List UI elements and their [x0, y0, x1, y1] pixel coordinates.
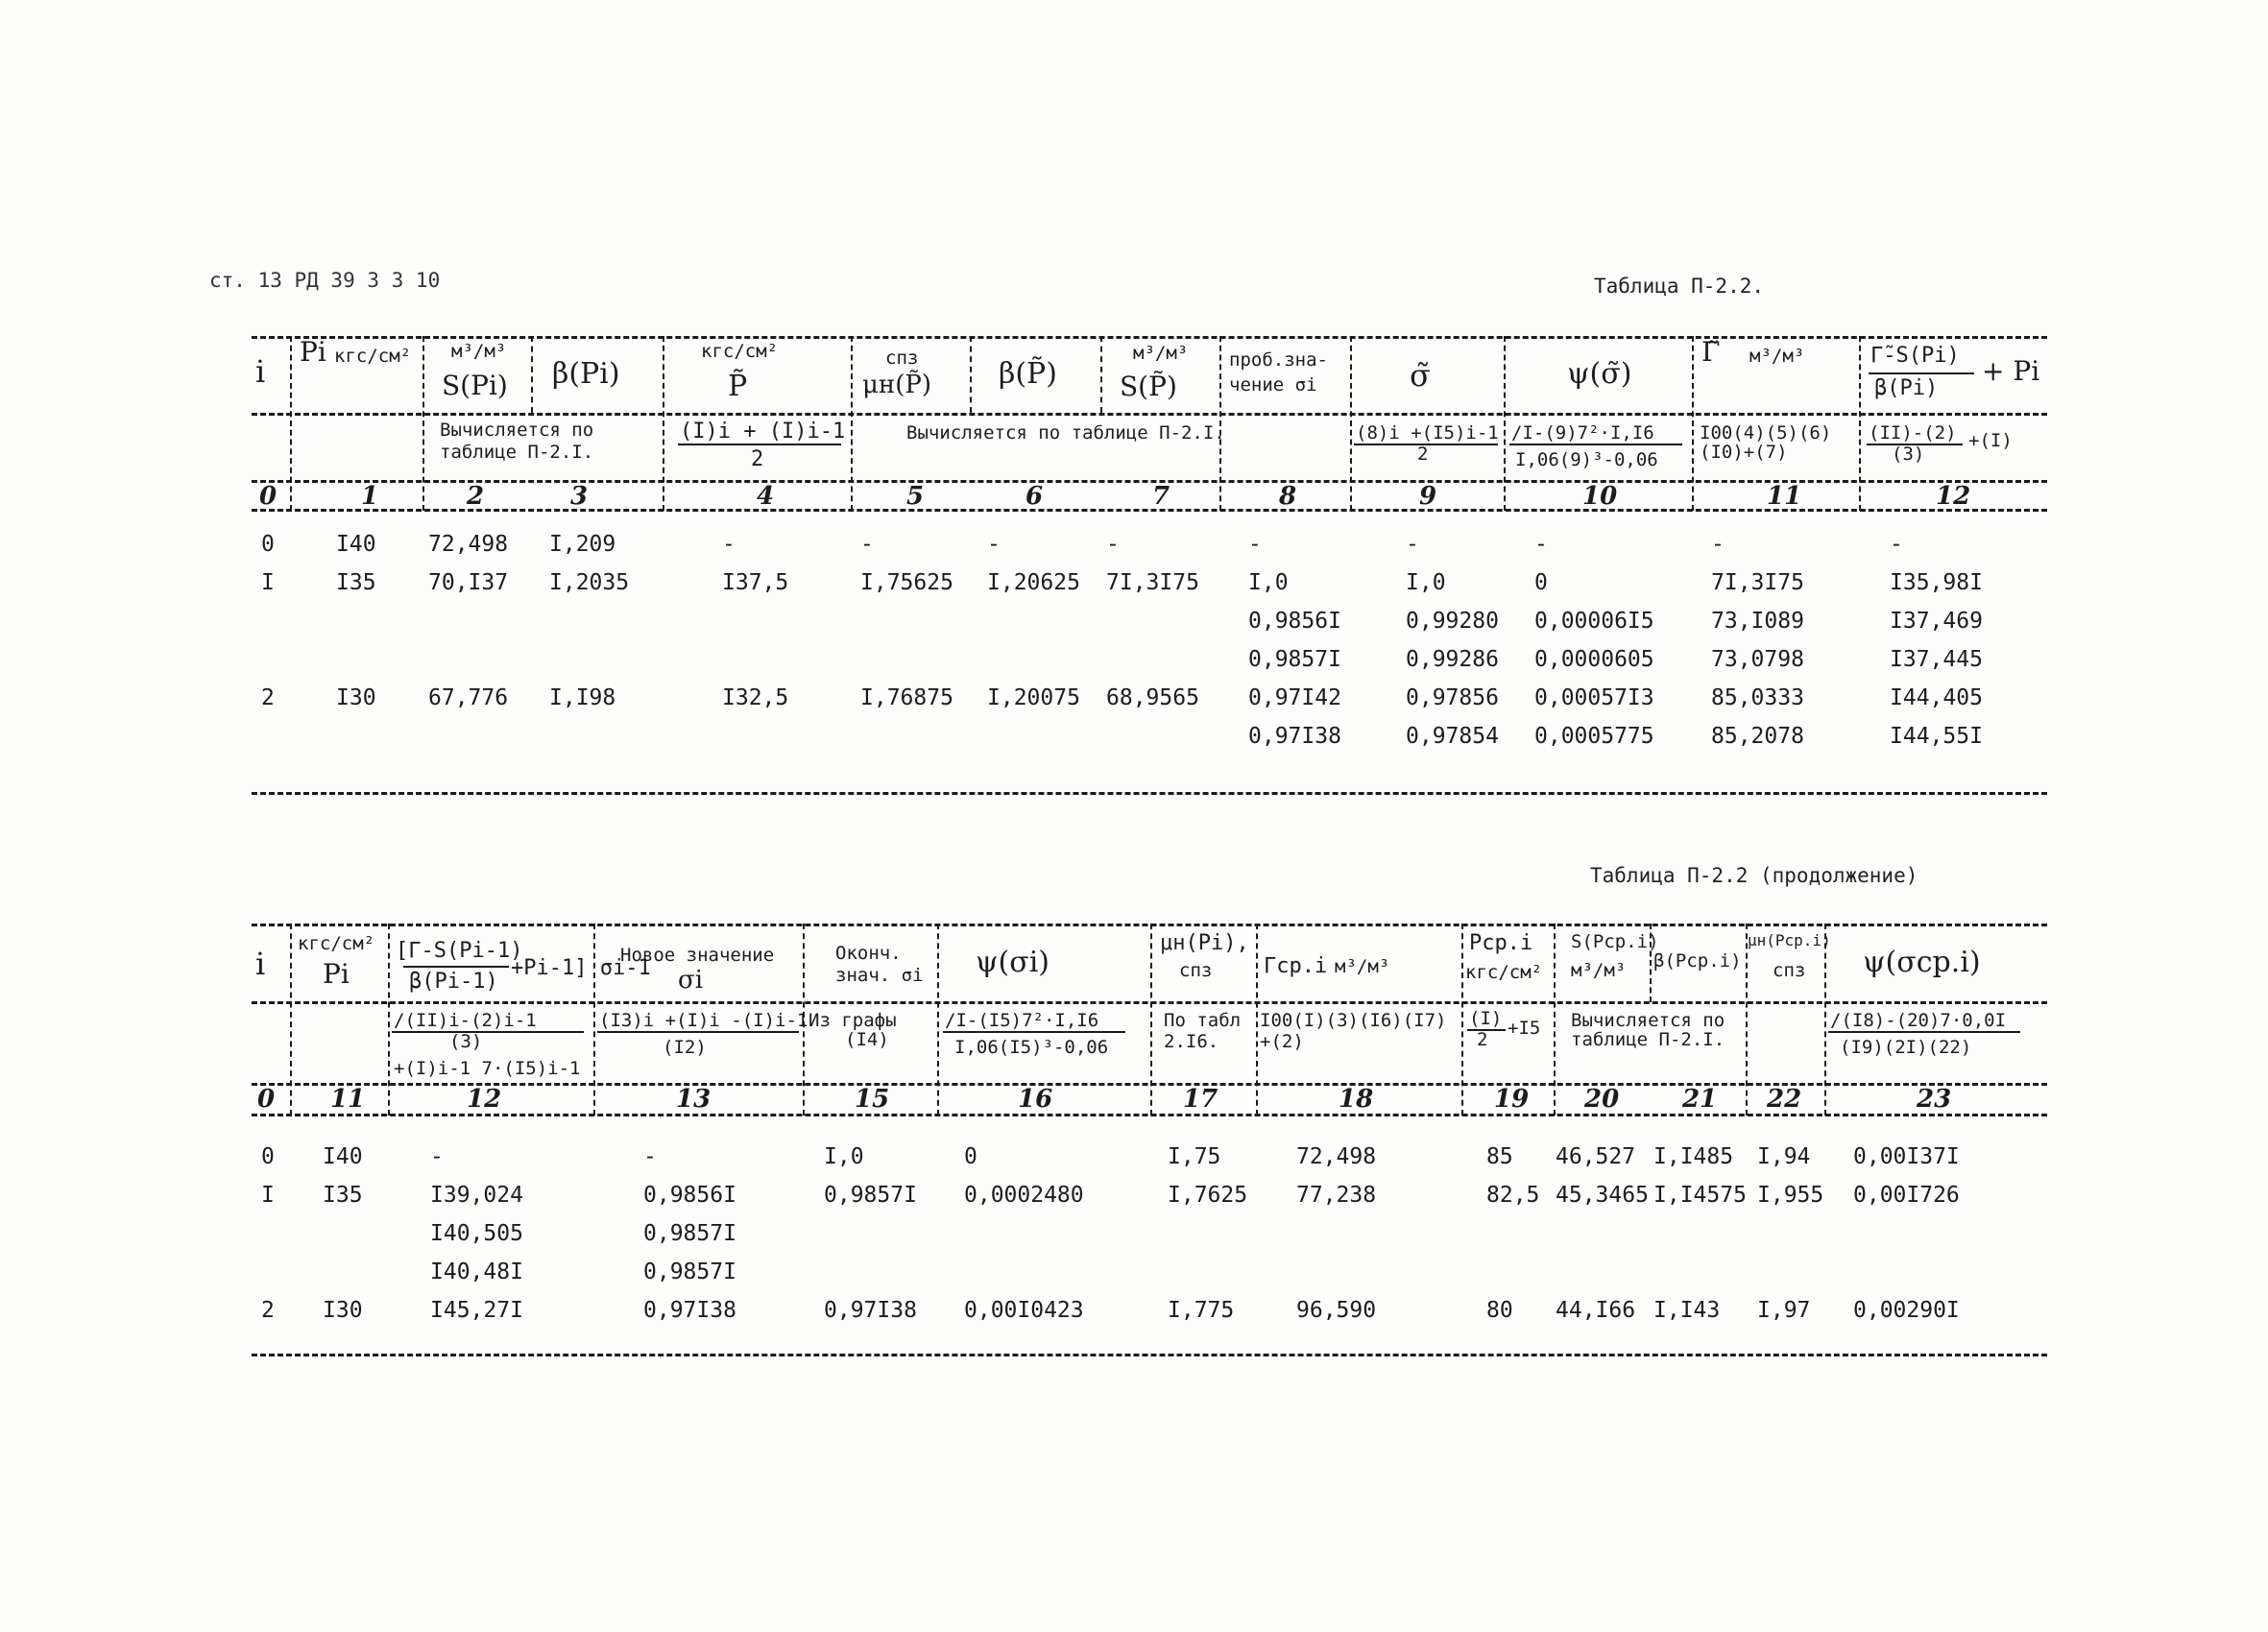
table-cell: 0,00057I3: [1534, 685, 1654, 710]
t2-head-i: i: [255, 946, 266, 982]
table-cell: 67,776: [428, 685, 509, 710]
t2-head-p-unit: кгс/см²: [298, 933, 375, 954]
table-cell: I,I98: [549, 685, 616, 710]
t1-formula-567: Вычисляется по таблице П-2.I.: [906, 422, 1225, 444]
table-cell: I: [261, 570, 275, 595]
t1-head-sptilde-symbol: S(P̃): [1120, 371, 1177, 402]
table-cell: 0,99286: [1406, 647, 1499, 672]
t1-formula-11-b: (I0)+(7): [1700, 442, 1788, 463]
t1-colnum: 1: [361, 482, 379, 511]
table-cell: 0,00I726: [1853, 1183, 1960, 1208]
t2-formula-14-num: (I3)i +(I)i -(I)i-1: [599, 1010, 808, 1031]
t1-colnum: 0: [259, 482, 277, 511]
t1-colnum: 11: [1767, 482, 1802, 511]
table-cell: I,76875: [860, 685, 953, 710]
t1-head-c12-tail: + Pi: [1982, 355, 2040, 387]
table-cell: 82,5: [1486, 1183, 1540, 1208]
t1-head-i: i: [255, 353, 266, 390]
table-cell: 0,97856: [1406, 685, 1499, 710]
table-cell: I,0: [824, 1144, 864, 1169]
t1-head-trial-b: чение σi: [1229, 374, 1317, 396]
t1-head-sptilde-unit: м³/м³: [1133, 343, 1189, 364]
table-cell: I30: [323, 1298, 363, 1323]
table-cell: I44,405: [1890, 685, 1983, 710]
table-cell: 77,238: [1296, 1183, 1377, 1208]
t1-head-mu-unit: спз: [885, 348, 919, 369]
t1-head-c12-num: Γ̃-S(Pi): [1870, 344, 1960, 368]
t2-formula-23-num: /(I8)-(20)7·0,0I: [1830, 1010, 2007, 1031]
t1-formula-10-den: I,06(9)³-0,06: [1515, 449, 1658, 470]
t2-formula-2021-b: таблице П-2.I.: [1571, 1029, 1725, 1050]
table-cell: 85: [1486, 1144, 1513, 1169]
table-cell: I,0: [1406, 570, 1446, 595]
t2-head-gamma-symbol: Γср.i: [1264, 954, 1328, 978]
t1-head-c12-den: β(Pi): [1874, 376, 1939, 400]
t2-head-p-symbol: Pi: [323, 958, 350, 990]
table-cell: 70,I37: [428, 570, 509, 595]
table-cell: 72,498: [1296, 1144, 1377, 1169]
t2-formula-14-den: (I2): [663, 1037, 707, 1058]
t1-colnum: 4: [757, 482, 775, 511]
table-cell: I,2035: [549, 570, 630, 595]
table-cell: I35,98I: [1890, 570, 1983, 595]
table-cell: 0,9857I: [643, 1260, 736, 1284]
table-cell: -: [430, 1144, 444, 1169]
t1-head-gamma-symbol: Γ̃: [1701, 336, 1721, 368]
t2-formula-18-a: I00(I)(3)(I6)(I7): [1260, 1010, 1447, 1031]
table1-top-rule: [252, 336, 2047, 339]
t2-colnum: 17: [1183, 1085, 1218, 1114]
t1-formula-9-num: (8)i +(I5)i-1: [1356, 422, 1499, 444]
table-cell: 0,0002480: [964, 1183, 1084, 1208]
t2-formula-17-a: По табл: [1164, 1010, 1242, 1031]
t1-formula-4-den: 2: [751, 447, 764, 471]
t1-colnum: 9: [1419, 482, 1437, 511]
table-cell: 0,97854: [1406, 724, 1499, 749]
t1-formula-4-num: (I)i + (I)i-1: [680, 420, 846, 444]
table-cell: I40: [323, 1144, 363, 1169]
t1-formula-23-a: Вычисляется по: [440, 420, 594, 441]
table1-bottom-rule: [252, 792, 2047, 795]
t2-head-psi-sigma-cp: ψ(σср.i): [1863, 946, 1981, 979]
t2-colnum: 19: [1494, 1085, 1530, 1114]
table-cell: 0,97I38: [824, 1298, 917, 1323]
table-cell: 96,590: [1296, 1298, 1377, 1323]
table-cell: I,955: [1757, 1183, 1824, 1208]
t2-head-mu-unit: спз: [1179, 960, 1213, 981]
t1-head-beta-ptilde-symbol: β(P̃): [999, 357, 1057, 391]
table2-caption: Таблица П-2.2 (продолжение): [1590, 864, 1918, 887]
t2-head-c12-tail: +Pi-1] σi-1: [511, 956, 651, 980]
t2-head-betacp-symbol: β(Pср.i): [1653, 950, 1742, 972]
t2-colnum: 12: [467, 1085, 502, 1114]
t1-colnum: 8: [1279, 482, 1297, 511]
t2-head-scp-unit: м³/м³: [1571, 960, 1627, 981]
t2-head-c12-den: β(Pi-1): [409, 970, 498, 994]
table-cell: -: [722, 532, 736, 557]
table-cell: I44,55I: [1890, 724, 1983, 749]
t1-formula-23-b: таблице П-2.I.: [440, 442, 594, 463]
t2-formula-17-b: 2.I6.: [1164, 1031, 1219, 1052]
t1-colnum: 3: [570, 482, 589, 511]
t2-head-final-a: Оконч.: [835, 943, 902, 964]
t2-formula-13-tail: +(I)i-1 7·(I5)i-1: [394, 1058, 581, 1079]
table-cell: 0: [261, 1144, 275, 1169]
t2-head-mucp-symbol: μн(Pср.i): [1748, 931, 1831, 949]
t2-formula-15-a: Из графы: [808, 1010, 897, 1031]
t2-head-new-value: Новое значение: [620, 945, 775, 966]
table-cell: -: [1890, 532, 1903, 557]
table1-caption: Таблица П-2.2.: [1594, 275, 1765, 298]
table-cell: I: [261, 1183, 275, 1208]
t2-colnum: 0: [257, 1085, 276, 1114]
table-cell: -: [1534, 532, 1548, 557]
table-cell: I,I43: [1653, 1298, 1721, 1323]
t2-formula-15-b: (I4): [845, 1029, 889, 1050]
table-cell: 0,99280: [1406, 609, 1499, 634]
table-cell: 0: [964, 1144, 977, 1169]
table-cell: I40: [336, 532, 376, 557]
t1-head-psi-sigma-tilde: ψ(σ̃): [1567, 357, 1632, 391]
table-cell: 46,527: [1556, 1144, 1636, 1169]
table-cell: 0,00290I: [1853, 1298, 1960, 1323]
table-cell: 68,9565: [1106, 685, 1199, 710]
t2-head-psi-sigma: ψ(σi): [976, 946, 1050, 979]
t1-head-s-unit: м³/м³: [451, 341, 507, 362]
t2-colnum: 23: [1917, 1085, 1952, 1114]
table-cell: 73,I089: [1711, 609, 1804, 634]
table-cell: I,20625: [987, 570, 1080, 595]
t1-head-s-symbol: S(Pi): [442, 370, 508, 401]
table-cell: 72,498: [428, 532, 509, 557]
t2-colnum: 13: [676, 1085, 712, 1114]
t2-formula-19-tail: +I5: [1508, 1018, 1541, 1039]
t1-colnum: 6: [1025, 482, 1044, 511]
table-cell: -: [643, 1144, 657, 1169]
table-cell: I40,505: [430, 1221, 523, 1246]
table2-colnum-rule: [252, 1114, 2047, 1116]
table-cell: I,209: [549, 532, 616, 557]
table-cell: 0,97I42: [1248, 685, 1341, 710]
table-cell: I30: [336, 685, 376, 710]
table-cell: 0,9857I: [1248, 647, 1341, 672]
t1-colnum: 5: [906, 482, 925, 511]
table-cell: I39,024: [430, 1183, 523, 1208]
table-cell: 0: [261, 532, 275, 557]
table-cell: I40,48I: [430, 1260, 523, 1284]
table-cell: 0,00I37I: [1853, 1144, 1960, 1169]
table-cell: I,97: [1757, 1298, 1811, 1323]
table-cell: I45,27I: [430, 1298, 523, 1323]
t2-head-pcp-symbol: Pср.i: [1469, 931, 1533, 955]
table-cell: -: [1106, 532, 1120, 557]
table-cell: 0,9856I: [643, 1183, 736, 1208]
t2-colnum: 18: [1339, 1085, 1374, 1114]
table-cell: I,94: [1757, 1144, 1811, 1169]
table-cell: I,20075: [987, 685, 1080, 710]
table-cell: 0: [1534, 570, 1548, 595]
t1-head-p-symbol: Pi: [300, 336, 326, 368]
table-cell: 44,I66: [1556, 1298, 1636, 1323]
t1-head-trial-a: проб.зна-: [1229, 349, 1328, 371]
table-cell: I,75: [1168, 1144, 1221, 1169]
table-cell: 80: [1486, 1298, 1513, 1323]
t2-formula-13-num: /(II)i-(2)i-1: [394, 1010, 537, 1031]
t2-head-new-sigma: σi: [678, 966, 704, 995]
table-cell: 7I,3I75: [1711, 570, 1804, 595]
table-cell: I35: [323, 1183, 363, 1208]
t2-head-gamma-unit: м³/м³: [1335, 956, 1390, 977]
t1-head-ptilde-symbol: P̃: [728, 370, 748, 403]
t2-head-c12-num: [Γ-S(Pi-1): [396, 939, 523, 963]
t1-head-beta-symbol: β(Pi): [552, 357, 620, 391]
table-cell: 0,0000605: [1534, 647, 1654, 672]
table-cell: 0,9857I: [824, 1183, 917, 1208]
t1-head-p-unit: кгс/см²: [334, 346, 412, 367]
table-cell: 45,3465: [1556, 1183, 1649, 1208]
t2-formula-18-b: +(2): [1260, 1031, 1304, 1052]
t2-head-pcp-unit: кгс/см²: [1465, 962, 1543, 983]
t2-colnum: 16: [1018, 1085, 1053, 1114]
t2-colnum: 15: [855, 1085, 890, 1114]
t2-head-final-b: знач. σi: [835, 965, 924, 986]
t2-colnum: 22: [1767, 1085, 1802, 1114]
table2-top-rule: [252, 924, 2047, 926]
t2-colnum: 20: [1584, 1085, 1620, 1114]
table-cell: 0,0005775: [1534, 724, 1654, 749]
table-cell: -: [987, 532, 1001, 557]
table-cell: I,0: [1248, 570, 1289, 595]
t1-colnum: 10: [1582, 482, 1618, 511]
table-cell: 7I,3I75: [1106, 570, 1199, 595]
table-cell: I37,445: [1890, 647, 1983, 672]
t2-head-mucp-unit: спз: [1773, 960, 1806, 981]
table-cell: I,775: [1168, 1298, 1235, 1323]
t2-formula-19-den: 2: [1477, 1029, 1488, 1050]
table-cell: -: [1711, 532, 1725, 557]
table-cell: 0,00006I5: [1534, 609, 1654, 634]
table-cell: 73,0798: [1711, 647, 1804, 672]
table-cell: 0,9857I: [643, 1221, 736, 1246]
t1-formula-12-den: (3): [1892, 444, 1925, 465]
t1-formula-10-num: /I-(9)7²·I,I6: [1511, 422, 1654, 444]
table-cell: 2: [261, 685, 275, 710]
t1-head-sigma-tilde: σ̃: [1410, 357, 1431, 394]
t1-colnum: 12: [1936, 482, 1971, 511]
t1-formula-12-tail: +(I): [1968, 430, 2013, 451]
table-cell: I37,5: [722, 570, 789, 595]
t1-formula-12-num: (II)-(2): [1869, 422, 1957, 444]
table-cell: I,75625: [860, 570, 953, 595]
table-cell: -: [1406, 532, 1419, 557]
t1-colnum: 2: [467, 482, 485, 511]
table2-bottom-rule: [252, 1354, 2047, 1356]
table1-header-rule: [252, 413, 2047, 416]
table-cell: I,I485: [1653, 1144, 1734, 1169]
t1-formula-9-den: 2: [1417, 444, 1429, 465]
t2-formula-19-num: (I): [1469, 1008, 1503, 1029]
t2-head-mu-symbol: μн(Pi),: [1160, 931, 1249, 955]
page-header: ст. 13 РД 39 3 3 10: [209, 269, 441, 292]
table-cell: 2: [261, 1298, 275, 1323]
t2-formula-16-den: I,06(I5)³-0,06: [954, 1037, 1109, 1058]
table-cell: 0,97I38: [1248, 724, 1341, 749]
table-cell: I32,5: [722, 685, 789, 710]
table-cell: I,I4575: [1653, 1183, 1747, 1208]
t1-formula-11-a: I00(4)(5)(6): [1700, 422, 1832, 444]
t1-head-gamma-unit: м³/м³: [1749, 346, 1805, 367]
table2-header-rule: [252, 1001, 2047, 1004]
t1-head-mu-symbol: μн(P̃): [862, 371, 932, 399]
table-cell: I35: [336, 570, 376, 595]
table-cell: 0,00I0423: [964, 1298, 1084, 1323]
table-cell: 0,9856I: [1248, 609, 1341, 634]
t1-colnum: 7: [1152, 482, 1170, 511]
table-cell: -: [1248, 532, 1262, 557]
table-cell: 0,97I38: [643, 1298, 736, 1323]
t2-head-scp-symbol: S(Pср.i): [1571, 931, 1659, 952]
t2-formula-16-num: /I-(I5)7²·I,I6: [945, 1010, 1099, 1031]
t1-head-ptilde-unit: кгс/см²: [701, 341, 779, 362]
t2-formula-23-den: (I9)(2I)(22): [1840, 1037, 1972, 1058]
t2-formula-2021-a: Вычисляется по: [1571, 1010, 1725, 1031]
table-cell: 85,2078: [1711, 724, 1804, 749]
t2-formula-13-den: (3): [449, 1031, 483, 1052]
t2-colnum: 21: [1682, 1085, 1718, 1114]
t2-colnum: 11: [330, 1085, 366, 1114]
table-cell: I37,469: [1890, 609, 1983, 634]
table-cell: I,7625: [1168, 1183, 1248, 1208]
table-cell: -: [860, 532, 874, 557]
table-cell: 85,0333: [1711, 685, 1804, 710]
